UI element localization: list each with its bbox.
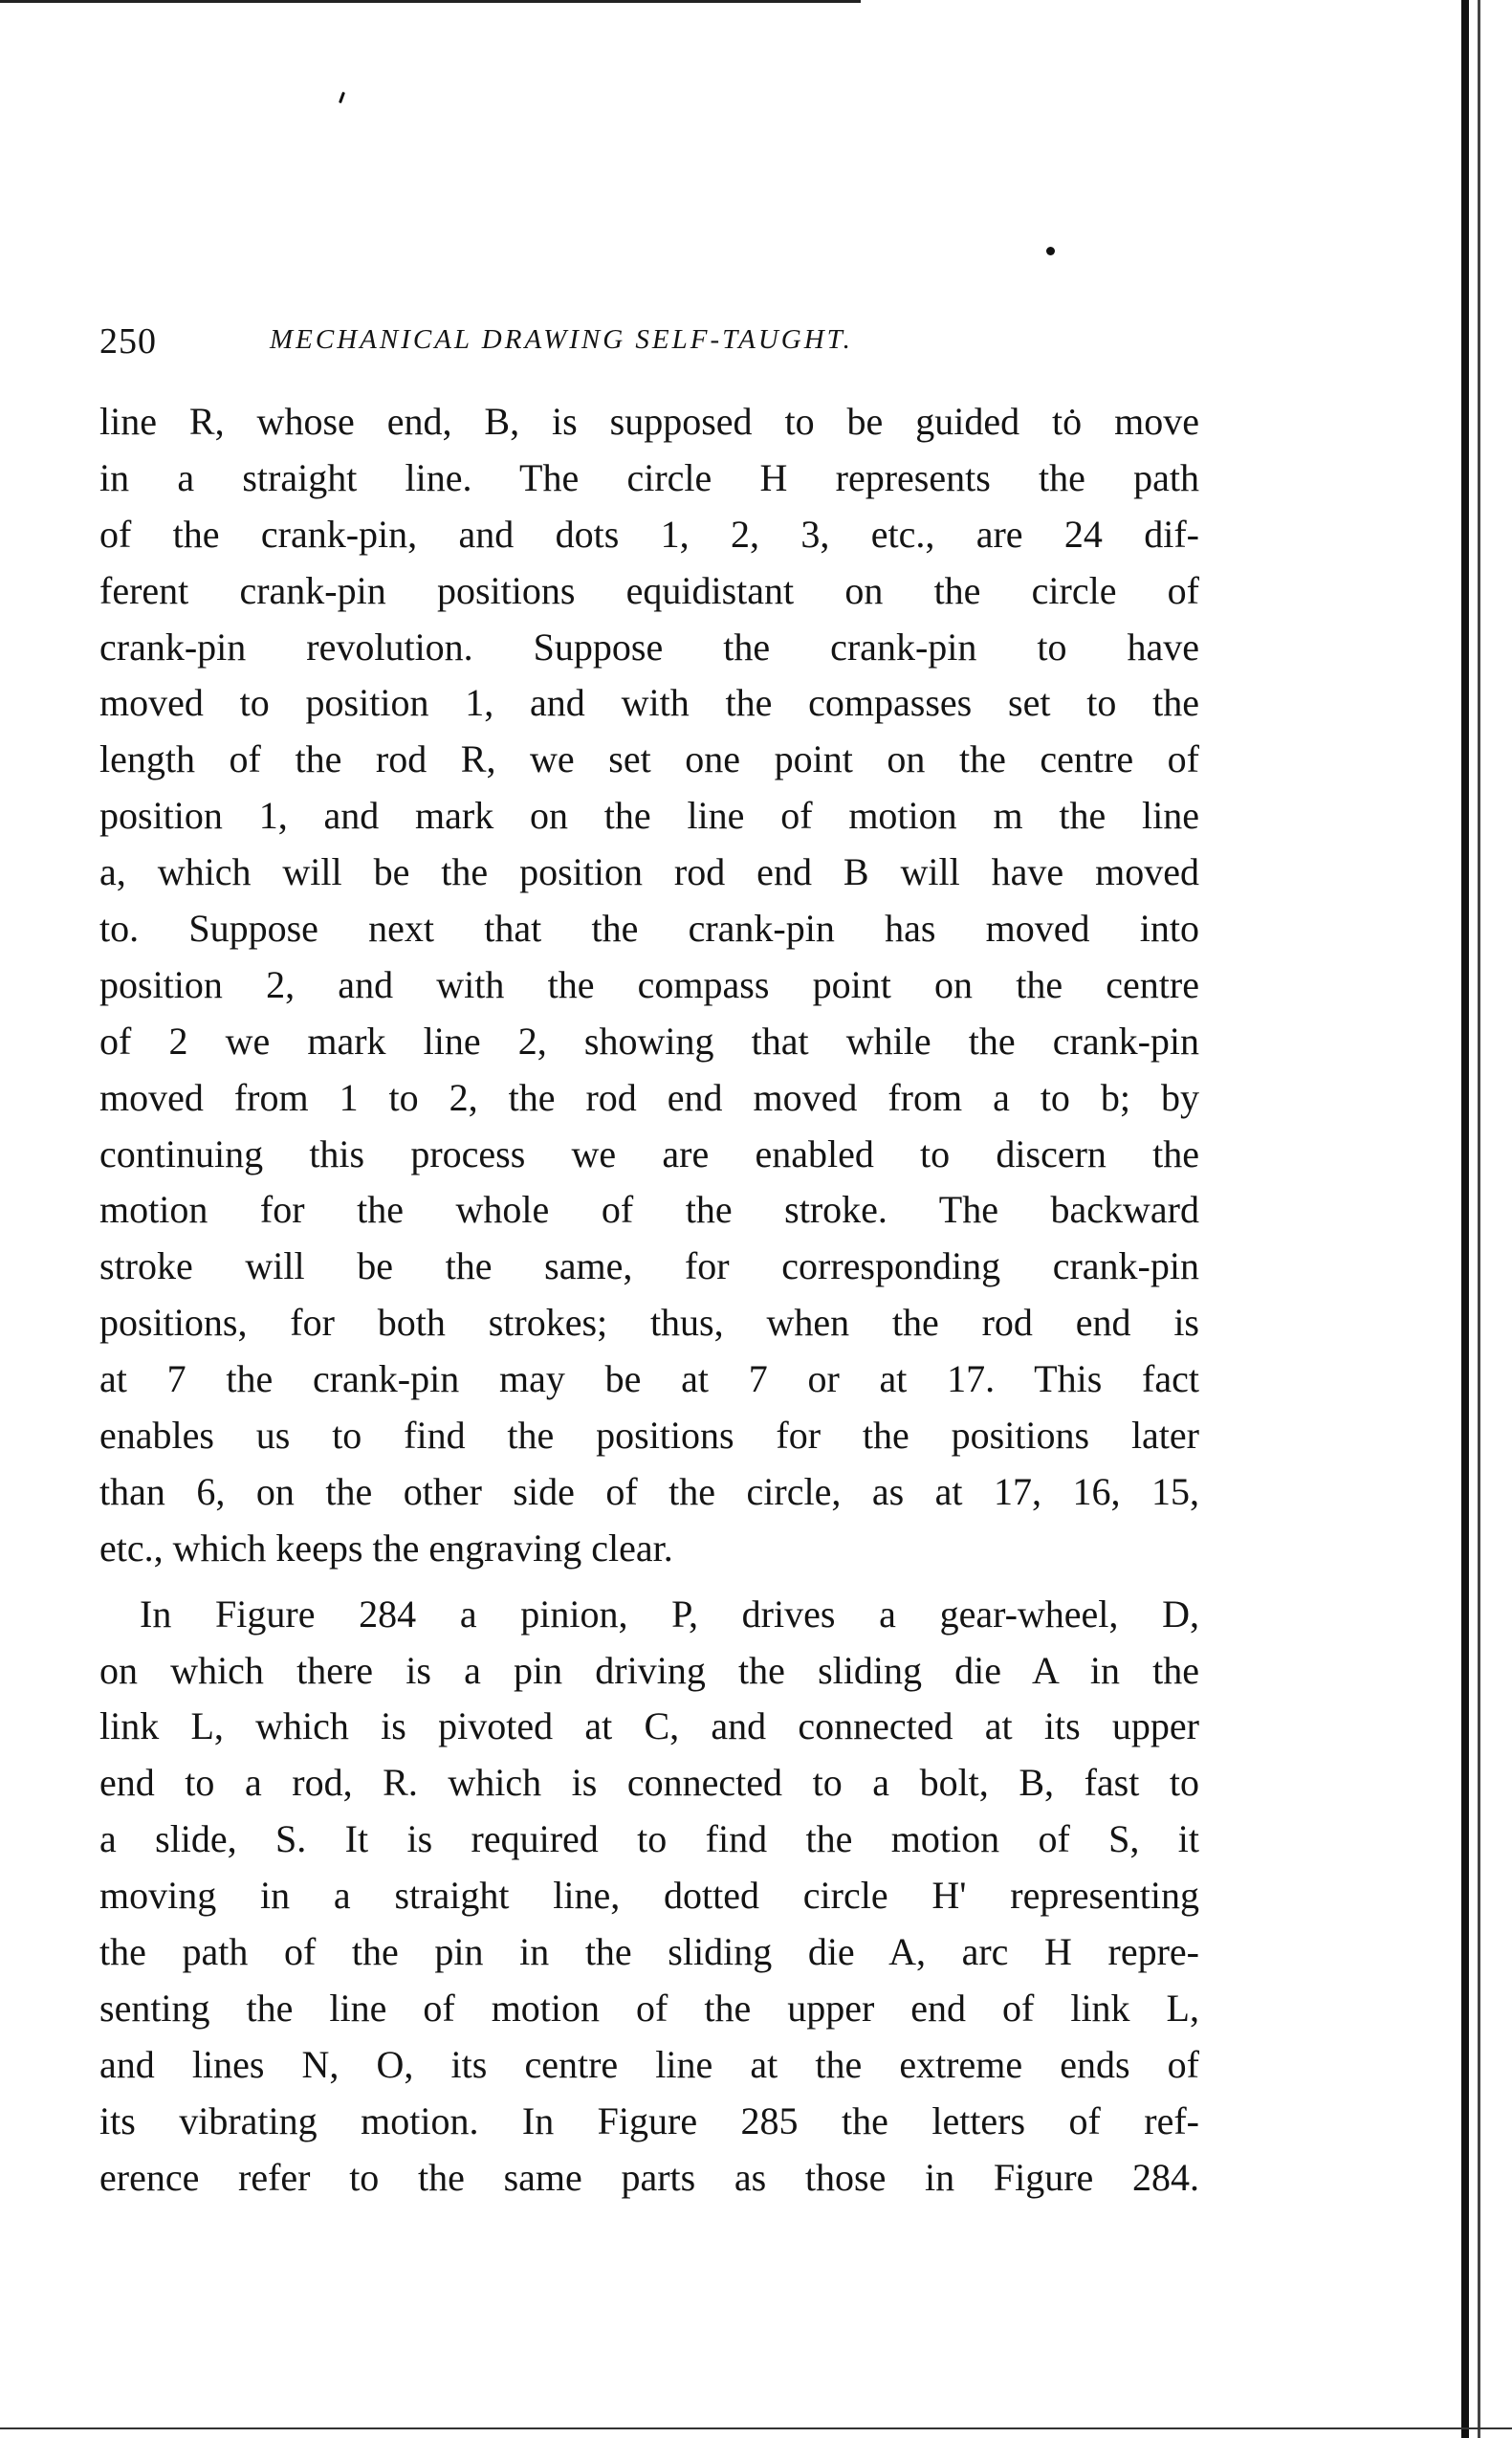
text-line: stroke will be the same, for corresponding crank-pin xyxy=(99,1244,1199,1288)
ink-speck xyxy=(1046,247,1055,255)
text-line: its vibrating motion. In Figure 285 the letters of ref- xyxy=(99,2098,1199,2142)
text-line: position 2, and with the compass point on the centre xyxy=(99,962,1199,1006)
text-line: length of the rod R, we set one point on the centre of xyxy=(99,737,1199,781)
scan-page-edge-inner xyxy=(1478,0,1480,2438)
text-line: than 6, on the other side of the circle, as at 17, 16, 15, xyxy=(99,1469,1199,1513)
text-line: on which there is a pin driving the sliding die A in the xyxy=(99,1648,1199,1692)
text-line: moving in a straight line, dotted circle H' representing xyxy=(99,1874,1199,1918)
text-line: senting the line of motion of the upper end of link L, xyxy=(99,1986,1199,2030)
text-line: end to a rod, R. which is connected to a bolt, B, fast to xyxy=(99,1761,1199,1805)
text-line: at 7 the crank-pin may be at 7 or at 17. This fact xyxy=(99,1357,1199,1401)
text-line: erence refer to the same parts as those in Figure 284. xyxy=(99,2155,1199,2199)
text-line: to. Suppose next that the crank-pin has moved into xyxy=(99,907,1199,951)
text-line: in a straight line. The circle H represents the path xyxy=(99,455,1199,499)
text-line: position 1, and mark on the line of motion m the line xyxy=(99,794,1199,838)
text-line: enables us to find the positions for the positions later xyxy=(99,1414,1199,1458)
scan-top-rule xyxy=(0,0,861,3)
text-line: In Figure 284 a pinion, P, drives a gear-wheel, D, xyxy=(140,1592,1199,1636)
running-title: MECHANICAL DRAWING SELF-TAUGHT. xyxy=(270,324,853,355)
text-line: link L, which is pivoted at C, and connected at its upper xyxy=(99,1704,1199,1748)
text-line: motion for the whole of the stroke. The backward xyxy=(99,1188,1199,1232)
text-line: etc., which keeps the engraving clear. xyxy=(99,1526,673,1570)
text-line: moved to position 1, and with the compasses set to the xyxy=(99,681,1199,725)
text-line: and lines N, O, its centre line at the extreme ends of xyxy=(99,2042,1199,2086)
ink-mark xyxy=(339,92,345,103)
text-line: moved from 1 to 2, the rod end moved from a to b; by xyxy=(99,1075,1199,1119)
text-line: of 2 we mark line 2, showing that while the crank-pin xyxy=(99,1019,1199,1063)
text-line: a, which will be the position rod end B will have moved xyxy=(99,850,1199,894)
text-line: ferent crank-pin positions equidistant on the circle of xyxy=(99,568,1199,612)
text-line: crank-pin revolution. Suppose the crank-pin to have xyxy=(99,625,1199,669)
page-number: 250 xyxy=(99,321,157,362)
scan-bottom-rule xyxy=(0,2427,1512,2429)
running-head xyxy=(99,320,1171,368)
scan-page-edge xyxy=(1461,0,1469,2438)
text-line: continuing this process we are enabled to discern the xyxy=(99,1131,1199,1175)
text-line: line R, whose end, B, is supposed to be guided tȯ move xyxy=(99,400,1199,443)
text-line: a slide, S. It is required to find the motion of S, it xyxy=(99,1817,1199,1861)
text-line: the path of the pin in the sliding die A, arc H repre- xyxy=(99,1930,1199,1974)
text-line: of the crank-pin, and dots 1, 2, 3, etc., are 24 dif- xyxy=(99,512,1199,556)
body-text xyxy=(99,394,1199,2207)
text-line: positions, for both strokes; thus, when the rod end is xyxy=(99,1301,1199,1345)
